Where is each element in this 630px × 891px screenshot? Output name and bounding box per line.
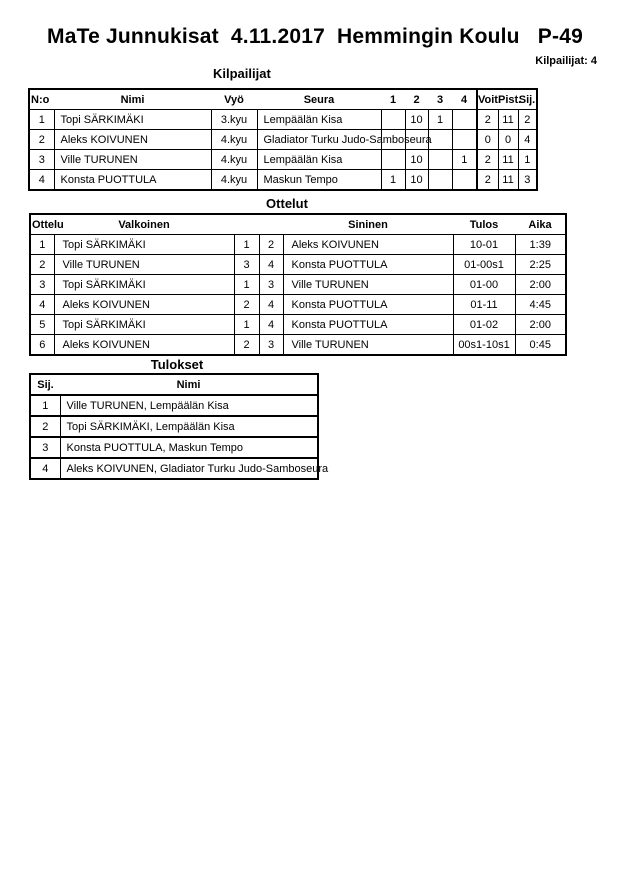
table-row	[30, 235, 566, 255]
table-cell: Aleks KOIVUNEN	[54, 130, 211, 150]
table-cell: 0:45	[515, 335, 566, 356]
table-cell: 1	[518, 150, 537, 170]
table-cell: 4	[518, 130, 537, 150]
table-cell: Ville TURUNEN	[54, 150, 211, 170]
table-cell: 11	[498, 110, 518, 130]
section-title-ottelut: Ottelut	[266, 196, 308, 211]
table-cell: 4	[259, 315, 283, 335]
column-header: Nimi	[60, 374, 318, 395]
table-cell: 1	[30, 235, 54, 255]
table-cell: Ville TURUNEN	[54, 255, 234, 275]
table-cell: 10	[405, 170, 428, 191]
table-cell: 3	[29, 150, 54, 170]
column-header	[259, 214, 283, 235]
table-row	[29, 110, 537, 130]
table-cell	[381, 110, 405, 130]
competitor-count-label: Kilpailijat: 4	[535, 55, 597, 67]
table-header-row	[30, 214, 566, 235]
column-header: Tulos	[453, 214, 515, 235]
column-header: 4	[452, 89, 477, 110]
table-cell: 4	[30, 295, 54, 315]
table-cell: Topi SÄRKIMÄKI	[54, 275, 234, 295]
column-header: N:o	[29, 89, 54, 110]
table-cell: Gladiator Turku Judo-Samboseura	[257, 130, 381, 150]
table-row	[30, 437, 318, 458]
table-cell: Konsta PUOTTULA, Maskun Tempo	[60, 437, 318, 458]
column-header: Sij.	[518, 89, 537, 110]
table-cell: 0	[498, 130, 518, 150]
table-cell: 01-02	[453, 315, 515, 335]
table-cell: 3.kyu	[211, 110, 257, 130]
table-cell: Topi SÄRKIMÄKI, Lempäälän Kisa	[60, 416, 318, 437]
table-cell	[428, 170, 452, 191]
table-row	[30, 315, 566, 335]
table-cell	[428, 150, 452, 170]
table-cell	[452, 110, 477, 130]
column-header: Voit.	[477, 89, 498, 110]
column-header: Valkoinen	[54, 214, 234, 235]
table-cell: Aleks KOIVUNEN, Gladiator Turku Judo-Samboseura	[60, 458, 318, 479]
table-cell: 3	[30, 275, 54, 295]
column-header: Ottelu	[30, 214, 54, 235]
column-header: 1	[381, 89, 405, 110]
table-cell: 3	[30, 437, 60, 458]
table-cell: Lempäälän Kisa	[257, 150, 381, 170]
table-cell: 10	[405, 150, 428, 170]
table-cell: 0	[477, 130, 498, 150]
table-cell: 5	[30, 315, 54, 335]
table-row	[30, 395, 318, 416]
column-header: Seura	[257, 89, 381, 110]
competitors-table	[28, 88, 538, 191]
table-cell: 1	[29, 110, 54, 130]
table-cell: Ville TURUNEN	[283, 275, 453, 295]
table-cell: 01-00	[453, 275, 515, 295]
table-header-row	[30, 374, 318, 395]
table-cell	[381, 150, 405, 170]
section-title-tulokset: Tulokset	[150, 357, 204, 372]
table-cell: 1	[381, 170, 405, 191]
table-row	[30, 458, 318, 479]
table-cell: 2	[30, 416, 60, 437]
table-cell: 6	[30, 335, 54, 356]
table-cell: 1	[428, 110, 452, 130]
table-cell: Konsta PUOTTULA	[283, 315, 453, 335]
table-cell: 4	[259, 295, 283, 315]
table-cell: 1	[234, 235, 259, 255]
table-cell: Aleks KOIVUNEN	[54, 295, 234, 315]
table-cell	[452, 130, 477, 150]
table-row	[30, 335, 566, 356]
table-cell: 3	[518, 170, 537, 191]
table-cell: 4.kyu	[211, 150, 257, 170]
table-cell: 1	[234, 275, 259, 295]
results-table	[29, 373, 329, 480]
table-cell: 4.kyu	[211, 130, 257, 150]
table-cell: 2	[477, 170, 498, 191]
column-header: 3	[428, 89, 452, 110]
table-cell: 2	[518, 110, 537, 130]
table-cell: 3	[234, 255, 259, 275]
column-header	[234, 214, 259, 235]
table-cell: Topi SÄRKIMÄKI	[54, 235, 234, 255]
table-cell: 2	[234, 335, 259, 356]
table-cell: 4:45	[515, 295, 566, 315]
table-cell	[452, 170, 477, 191]
table-cell: Konsta PUOTTULA	[283, 255, 453, 275]
column-header: Vyö	[211, 89, 257, 110]
table-cell: 2	[259, 235, 283, 255]
table-cell: 2:00	[515, 315, 566, 335]
table-cell: 11	[498, 150, 518, 170]
table-cell: 3	[259, 335, 283, 356]
table-cell: 10-01	[453, 235, 515, 255]
column-header: Pist.	[498, 89, 518, 110]
table-row	[30, 255, 566, 275]
table-cell: Topi SÄRKIMÄKI	[54, 110, 211, 130]
table-cell: 2	[234, 295, 259, 315]
page-title: MaTe Junnukisat 4.11.2017 Hemmingin Koulu P-49	[47, 25, 583, 48]
table-row	[29, 130, 537, 150]
table-cell: 10	[405, 110, 428, 130]
table-cell: Topi SÄRKIMÄKI	[54, 315, 234, 335]
table-row	[30, 275, 566, 295]
table-row	[29, 150, 537, 170]
table-cell: 1	[30, 395, 60, 416]
table-cell: Konsta PUOTTULA	[54, 170, 211, 191]
table-cell: 3	[259, 275, 283, 295]
matches-table	[29, 213, 567, 356]
table-cell: 1	[234, 315, 259, 335]
table-cell: 2	[30, 255, 54, 275]
table-cell: 01-00s1	[453, 255, 515, 275]
table-cell: 1	[452, 150, 477, 170]
table-row	[30, 416, 318, 437]
table-cell: 11	[498, 170, 518, 191]
table-cell: 01-11	[453, 295, 515, 315]
table-header-row	[29, 89, 537, 110]
table-cell: 00s1-10s1	[453, 335, 515, 356]
column-header: 2	[405, 89, 428, 110]
table-cell: 1:39	[515, 235, 566, 255]
table-cell: 2:25	[515, 255, 566, 275]
table-cell: Aleks KOIVUNEN	[283, 235, 453, 255]
table-cell: Lempäälän Kisa	[257, 110, 381, 130]
table-cell: 4	[30, 458, 60, 479]
table-cell: Aleks KOIVUNEN	[54, 335, 234, 356]
table-cell: 4	[29, 170, 54, 191]
table-cell: 4.kyu	[211, 170, 257, 191]
column-header: Sininen	[283, 214, 453, 235]
table-cell: 4	[259, 255, 283, 275]
table-cell: Konsta PUOTTULA	[283, 295, 453, 315]
table-cell: Ville TURUNEN, Lempäälän Kisa	[60, 395, 318, 416]
column-header: Aika	[515, 214, 566, 235]
table-cell: Maskun Tempo	[257, 170, 381, 191]
table-cell: 2:00	[515, 275, 566, 295]
column-header: Nimi	[54, 89, 211, 110]
section-title-kilpailijat: Kilpailijat	[213, 66, 271, 81]
table-cell: 2	[29, 130, 54, 150]
table-row	[30, 295, 566, 315]
table-cell: Ville TURUNEN	[283, 335, 453, 356]
column-header: Sij.	[30, 374, 60, 395]
table-cell: 2	[477, 110, 498, 130]
table-cell: 2	[477, 150, 498, 170]
table-row	[29, 170, 537, 191]
